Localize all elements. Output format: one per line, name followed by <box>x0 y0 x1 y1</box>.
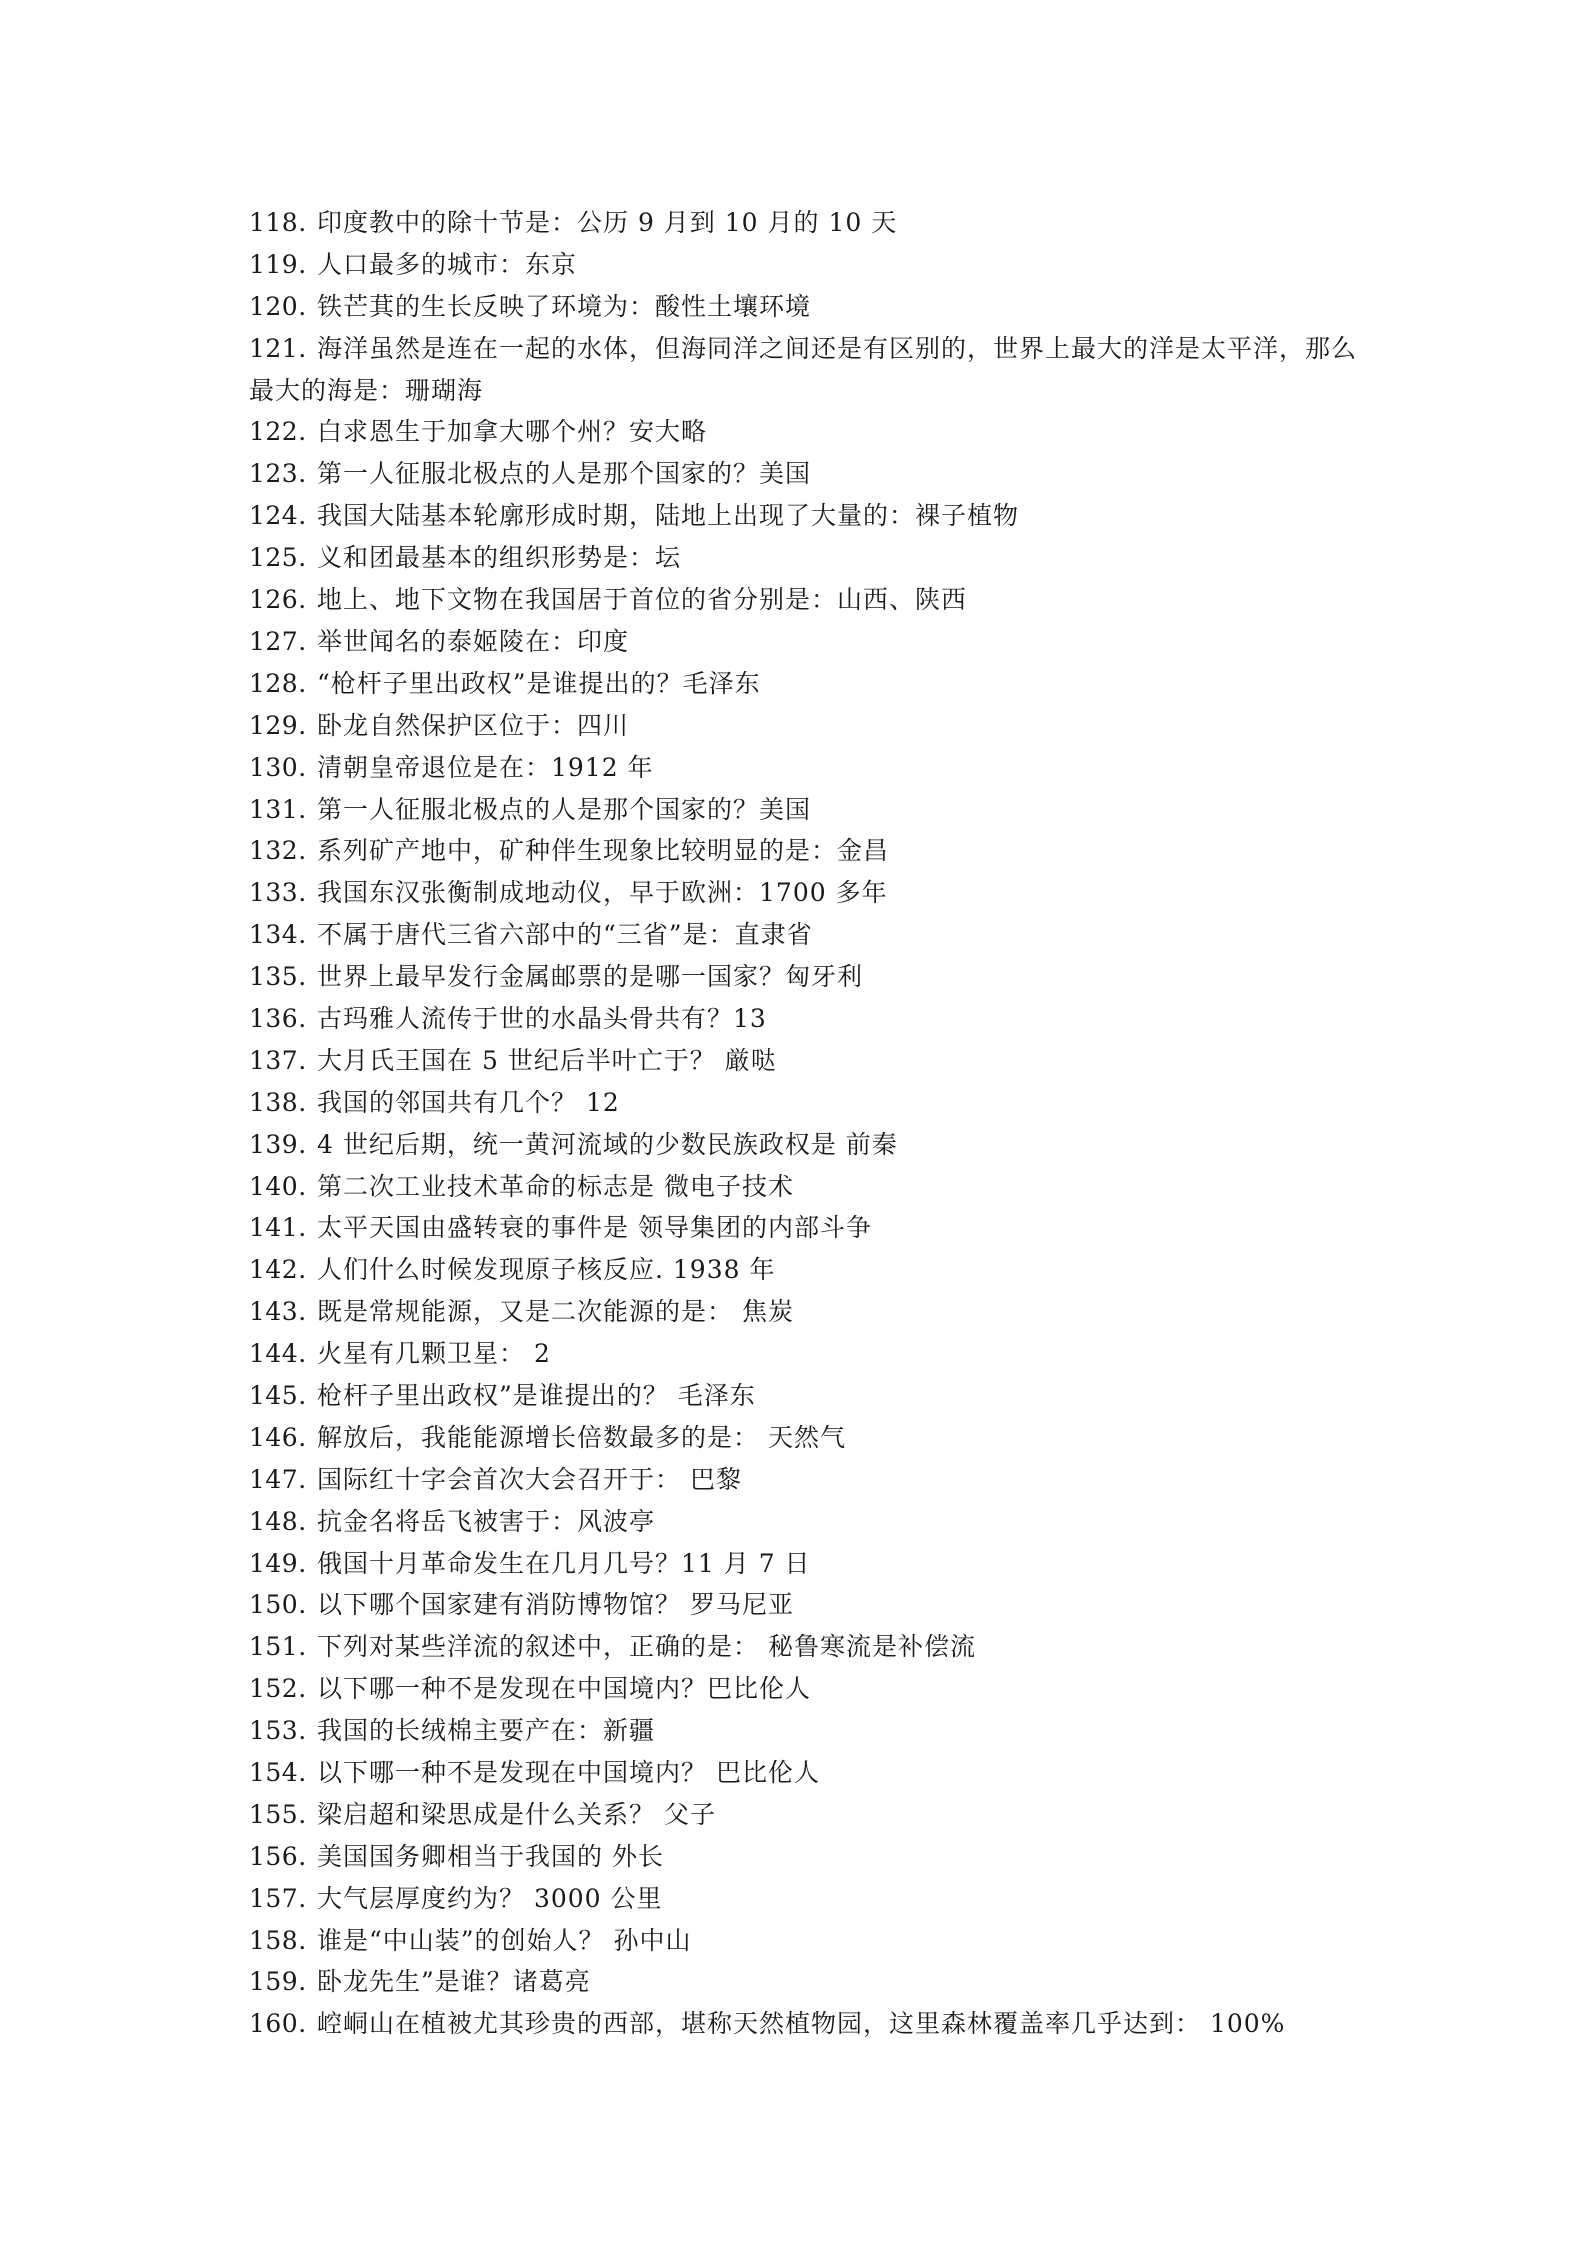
item-text: 大气层厚度约为？ 3000 公里 <box>317 1883 663 1913</box>
list-item <box>249 956 1359 998</box>
item-number: 141. <box>249 1213 307 1243</box>
item-number: 160. <box>249 2009 307 2039</box>
list-item <box>249 1291 1359 1333</box>
item-text: 枪杆子里出政权”是谁提出的？ 毛泽东 <box>317 1380 756 1410</box>
item-text: 第二次工业技术革命的标志是 微电子技术 <box>317 1171 794 1201</box>
item-number: 158. <box>249 1925 307 1955</box>
list-item <box>249 579 1359 621</box>
item-text: 古玛雅人流传于世的水晶头骨共有？13 <box>317 1003 767 1033</box>
list-item <box>249 1166 1359 1208</box>
list-item <box>249 2003 1359 2045</box>
list-item <box>249 1375 1359 1417</box>
item-number: 126. <box>249 585 307 615</box>
item-text: 系列矿产地中，矿种伴生现象比较明显的是：金昌 <box>317 836 890 866</box>
item-number: 155. <box>249 1799 307 1829</box>
item-number: 125. <box>249 543 307 573</box>
item-number: 132. <box>249 836 307 866</box>
list-item <box>249 621 1359 663</box>
list-item <box>249 202 1359 244</box>
item-number: 118. <box>249 208 307 237</box>
list-item <box>249 830 1359 872</box>
item-number: 136. <box>249 1003 307 1033</box>
item-number: 119. <box>249 249 307 279</box>
item-number: 147. <box>249 1464 307 1494</box>
item-number: 127. <box>249 626 307 656</box>
item-number: 154. <box>249 1757 307 1787</box>
list-item <box>249 1878 1359 1920</box>
list-item <box>249 747 1359 789</box>
item-text: “枪杆子里出政权”是谁提出的？毛泽东 <box>317 668 761 698</box>
list-item <box>249 1040 1359 1082</box>
item-text: 海洋虽然是连在一起的水体，但海同洋之间还是有区别的，世界上最大的洋是太平洋，那么最大的海是：珊瑚海 <box>249 333 1358 405</box>
item-text: 举世闻名的泰姬陵在：印度 <box>317 626 630 656</box>
item-text: 以下哪一种不是发现在中国境内？巴比伦人 <box>317 1674 812 1704</box>
item-number: 133. <box>249 878 307 908</box>
item-number: 159. <box>249 1967 307 1997</box>
list-item <box>249 872 1359 914</box>
item-text: 卧龙自然保护区位于：四川 <box>317 710 630 740</box>
item-text: 崆峒山在植被尤其珍贵的西部，堪称天然植物园，这里森林覆盖率几乎达到： 100% <box>317 2009 1286 2039</box>
list-item <box>249 1543 1359 1585</box>
list-item <box>249 286 1359 328</box>
list-item <box>249 328 1359 412</box>
item-text: 第一人征服北极点的人是那个国家的？美国 <box>317 794 812 824</box>
item-number: 131. <box>249 794 307 824</box>
item-number: 128. <box>249 668 307 698</box>
item-number: 130. <box>249 752 307 782</box>
list-item <box>249 244 1359 286</box>
item-text: 下列对某些洋流的叙述中，正确的是： 秘鲁寒流是补偿流 <box>317 1632 976 1662</box>
list-item <box>249 1710 1359 1752</box>
list-item <box>249 1752 1359 1794</box>
list-item <box>249 998 1359 1040</box>
item-text: 4 世纪后期，统一黄河流域的少数民族政权是 前秦 <box>317 1129 898 1159</box>
item-number: 124. <box>249 501 307 531</box>
list-item <box>249 411 1359 453</box>
item-number: 148. <box>249 1506 307 1536</box>
item-number: 144. <box>249 1339 307 1369</box>
item-text: 大月氏王国在 5 世纪后半叶亡于？ 厳哒 <box>317 1045 777 1075</box>
item-text: 第一人征服北极点的人是那个国家的？美国 <box>317 459 812 489</box>
item-number: 120. <box>249 291 307 321</box>
list-item <box>249 1668 1359 1710</box>
item-text: 我国的长绒棉主要产在：新疆 <box>317 1716 656 1746</box>
list-item <box>249 1501 1359 1543</box>
list-item <box>249 1082 1359 1124</box>
item-number: 146. <box>249 1422 307 1452</box>
item-number: 135. <box>249 962 307 992</box>
item-text: 抗金名将岳飞被害于：风波亭 <box>317 1506 656 1536</box>
item-text: 地上、地下文物在我国居于首位的省分别是：山西、陕西 <box>317 585 968 615</box>
item-number: 143. <box>249 1297 307 1327</box>
item-number: 138. <box>249 1087 307 1117</box>
list-item <box>249 1459 1359 1501</box>
list-item <box>249 663 1359 705</box>
item-number: 150. <box>249 1590 307 1620</box>
list-item <box>249 1207 1359 1249</box>
item-text: 义和团最基本的组织形势是：坛 <box>317 543 682 573</box>
item-number: 139. <box>249 1129 307 1159</box>
item-number: 157. <box>249 1883 307 1913</box>
item-text: 印度教中的除十节是：公历 9 月到 10 月的 10 天 <box>317 208 898 237</box>
item-number: 151. <box>249 1632 307 1662</box>
item-text: 白求恩生于加拿大哪个州？安大略 <box>317 417 708 447</box>
item-text: 国际红十字会首次大会召开于： 巴黎 <box>317 1464 742 1494</box>
item-text: 人们什么时候发现原子核反应. 1938 年 <box>317 1255 776 1285</box>
item-text: 人口最多的城市：东京 <box>317 249 578 279</box>
item-text: 我国大陆基本轮廓形成时期，陆地上出现了大量的：裸子植物 <box>317 501 1020 531</box>
item-text: 太平天国由盛转衰的事件是 领导集团的内部斗争 <box>317 1213 872 1243</box>
list-item <box>249 1417 1359 1459</box>
list-item <box>249 1584 1359 1626</box>
item-number: 152. <box>249 1674 307 1704</box>
list-item <box>249 705 1359 747</box>
list-item <box>249 537 1359 579</box>
item-text: 既是常规能源，又是二次能源的是： 焦炭 <box>317 1297 794 1327</box>
list-item <box>249 1794 1359 1836</box>
item-number: 142. <box>249 1255 307 1285</box>
list-item <box>249 1626 1359 1668</box>
item-number: 149. <box>249 1548 307 1578</box>
question-answer-list <box>249 202 1359 2045</box>
item-number: 122. <box>249 417 307 447</box>
item-text: 铁芒萁的生长反映了环境为：酸性土壤环境 <box>317 291 812 321</box>
item-text: 美国国务卿相当于我国的 外长 <box>317 1841 664 1871</box>
list-item <box>249 1124 1359 1166</box>
list-item <box>249 1333 1359 1375</box>
item-number: 134. <box>249 920 307 950</box>
item-text: 我国的邻国共有几个？ 12 <box>317 1087 620 1117</box>
list-item <box>249 453 1359 495</box>
item-number: 123. <box>249 459 307 489</box>
item-number: 156. <box>249 1841 307 1871</box>
item-text: 卧龙先生”是谁？诸葛亮 <box>317 1967 591 1997</box>
list-item <box>249 1961 1359 2003</box>
item-text: 清朝皇帝退位是在：1912 年 <box>317 752 654 782</box>
item-number: 129. <box>249 710 307 740</box>
list-item <box>249 1920 1359 1962</box>
list-item <box>249 914 1359 956</box>
item-text: 谁是“中山装”的创始人？ 孙中山 <box>317 1925 692 1955</box>
item-text: 我国东汉张衡制成地动仪，早于欧洲：1700 多年 <box>317 878 888 908</box>
item-text: 俄国十月革命发生在几月几号？11 月 7 日 <box>317 1548 811 1578</box>
list-item <box>249 789 1359 831</box>
list-item <box>249 495 1359 537</box>
item-text: 不属于唐代三省六部中的“三省”是：直隶省 <box>317 920 813 950</box>
list-item <box>249 1836 1359 1878</box>
item-number: 153. <box>249 1716 307 1746</box>
item-number: 121. <box>249 333 307 363</box>
list-item <box>249 1249 1359 1291</box>
item-text: 以下哪个国家建有消防博物馆？ 罗马尼亚 <box>317 1590 794 1620</box>
item-text: 解放后，我能能源增长倍数最多的是： 天然气 <box>317 1422 846 1452</box>
item-number: 137. <box>249 1045 307 1075</box>
item-text: 火星有几颗卫星： 2 <box>317 1339 551 1369</box>
item-number: 140. <box>249 1171 307 1201</box>
item-number: 145. <box>249 1380 307 1410</box>
item-text: 梁启超和梁思成是什么关系？ 父子 <box>317 1799 716 1829</box>
item-text: 世界上最早发行金属邮票的是哪一国家？匈牙利 <box>317 962 864 992</box>
item-text: 以下哪一种不是发现在中国境内？ 巴比伦人 <box>317 1757 820 1787</box>
